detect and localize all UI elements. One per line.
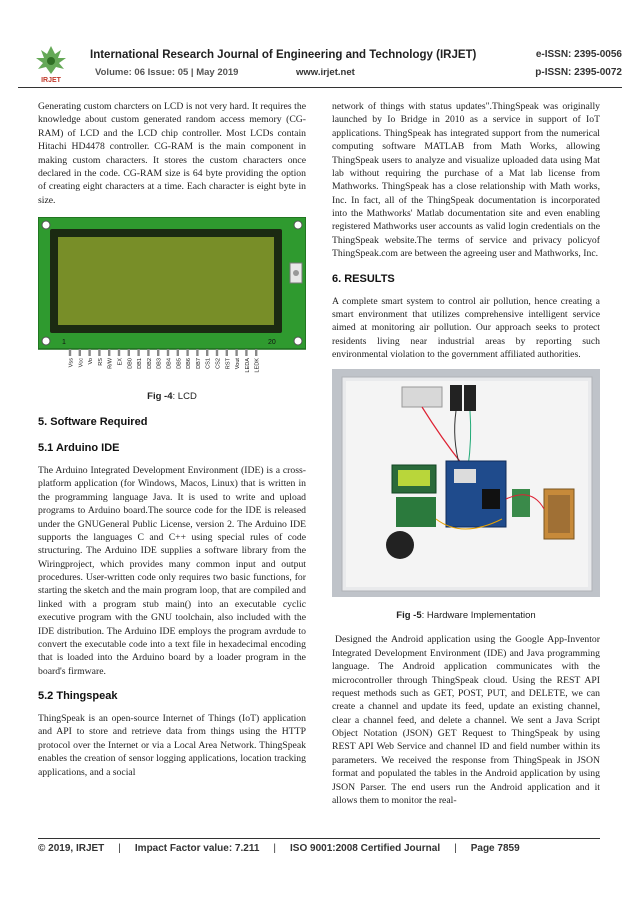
fig4-text: : LCD (172, 391, 197, 402)
eissn: e-ISSN: 2395-0056 (535, 49, 622, 60)
lcd-pin-label: DB3 (156, 358, 163, 369)
lcd-pin (206, 349, 208, 356)
lcd-pin-first-label: 1 (62, 339, 66, 346)
fig4-caption (38, 391, 306, 402)
lcd-module-illustration (38, 217, 306, 387)
lcd-pin-last-label: 20 (268, 339, 276, 346)
fig5-caption (332, 610, 600, 621)
lcd-pin (147, 349, 149, 356)
lcd-pin-label: LEDK (254, 358, 261, 373)
lcd-pin (226, 349, 228, 356)
lcd-pin-label: DB2 (146, 358, 153, 369)
logo-text: IRJET (41, 77, 61, 84)
hardware-implementation-photo (332, 369, 600, 597)
lcd-pin-label: EX (117, 358, 124, 366)
lcd-pin-label: DB6 (186, 358, 193, 369)
fig5-label: Fig -5 (396, 610, 422, 622)
lcd-pin-label: CS1 (205, 358, 212, 369)
left-column (38, 100, 306, 779)
fig4-label: Fig -4 (147, 391, 173, 402)
footer-page-number: Page 7859 (470, 843, 520, 854)
lcd-figure (38, 217, 306, 387)
lcd-pin-label: CS2 (215, 358, 222, 369)
journal-title: International Research Journal of Engineering and Technology (IRJET) (90, 49, 477, 61)
lcd-pin (79, 349, 81, 356)
lcd-intro-paragraph: Generating custom charcters on LCD is not very hard. It requires the knowledge about custom generated random access memory (CG-RAM) of LCD and the LCD chip controller. Most LCDs contain Hitachi HD4478 controller. CG-RAM is the main component in making custom characters. It stores the custom characters once declared in the code. CG-RAM size is 64 byte providing the option of creating eight characters at a time. Each character is eight byte in size. (38, 101, 306, 206)
lcd-pin (98, 349, 100, 356)
lcd-pin-row (69, 349, 261, 373)
section-52-heading: 5.2 Thingspeak (38, 690, 118, 702)
lcd-pin (235, 349, 237, 356)
lcd-pin (69, 349, 71, 356)
pissn: p-ISSN: 2395-0072 (535, 67, 622, 78)
lcd-pin-label: Vss (68, 358, 75, 368)
lcd-pin (245, 349, 247, 356)
footer-impact-factor: Impact Factor value: 7.211 (134, 843, 260, 854)
lcd-pin (108, 349, 110, 356)
footer-copyright: © 2019, IRJET (38, 843, 105, 854)
section-5-heading: 5. Software Required (38, 416, 148, 428)
lcd-pin-label: Vout (235, 358, 242, 370)
lcd-pin (167, 349, 169, 356)
lcd-pin (137, 349, 139, 356)
volume-issue: Volume: 06 Issue: 05 | May 2019 (95, 67, 239, 78)
android-paragraph: Designed the Android application using the Google App-Inventor Integrated Development Environment (IDE) and Java programming language. The Android application communicates with the microcontroller through ThingSpeak cloud. Using the REST API request methods such as GET, POST, PUT, and DELETE, we can create a channel and update its feed, update an existing channel, clear a channel feed, and delete a channel. We sent a Java Script Object Notation (JSON) GET Request to ThingSpeak by using REST API Web Service and channel ID and field number within its parameters. We received the response from ThingSpeak in JSON format and populated the tables in the Android application by using JSON Parser. The end users run the Android application and it allows them to monitor the real- (332, 634, 600, 806)
lcd-pin (196, 349, 198, 356)
lcd-pin-label: RS (97, 358, 104, 366)
lcd-pin (118, 349, 120, 356)
lcd-pin-label: DB5 (176, 358, 183, 369)
lcd-pin-label: DB7 (195, 358, 202, 369)
lcd-pin-label: RST (225, 358, 232, 370)
lcd-pin-label: DB0 (127, 358, 134, 369)
section-6-heading: 6. RESULTS (332, 272, 395, 285)
fig5-text: : Hardware Implementation (421, 610, 536, 622)
section-51-heading: 5.1 Arduino IDE (38, 442, 120, 454)
lcd-pin (88, 349, 90, 356)
right-column (332, 100, 600, 807)
journal-website-link[interactable]: www.irjet.net (296, 67, 355, 78)
lcd-pin (255, 349, 257, 356)
lcd-pin (177, 349, 179, 356)
footer-iso: ISO 9001:2008 Certified Journal (290, 843, 441, 854)
lcd-pin (216, 349, 218, 356)
lcd-pin (186, 349, 188, 356)
irjet-logo-icon (34, 44, 68, 84)
lcd-pin (157, 349, 159, 356)
lcd-pin-label: DB4 (166, 358, 173, 369)
lcd-pin-label: Vo (88, 358, 95, 365)
lcd-pin (128, 349, 130, 356)
lcd-pin-label: LEDA (244, 358, 251, 373)
results-paragraph: A complete smart system to control air pollution, hence creating a smart environment that utilizes comprehensive intelligent service aimed at monitoring air pollution. Our approach seeks to protect residents living near industrial areas by reporting such environmental violation to the government affiliated authorities. (332, 295, 600, 360)
lcd-pin-label: R/W (107, 358, 114, 369)
arduino-paragraph: The Arduino Integrated Development Environment (IDE) is a cross-platform application (for Windows, Macos, Linux) that is written in the programming language Java. It is used to write and upload programs to Arduino board.The source code for the IDE is released under the GNUGeneral Public License, version 2. The Arduino IDE supports the languages C and C++ using special rules of code structuring. The Arduino IDE supplies a software library from the Wiringproject, which provides many common input and output procedures. User-written code only requires two basic functions, for starting the sketch and the main program loop, that are compiled and linked with a program stub main() into an executable cyclic executive program with the GNU toolchain, also included with the IDE distribution. The Arduino IDE employs the program avrdude to convert the executable code into a text file in hexadecimal encoding that is loaded into the Arduino board by a loader program in the board's firmware. (38, 465, 306, 677)
lcd-pin-label: DB1 (137, 358, 144, 369)
page-footer: © 2019, IRJET | Impact Factor value: 7.211 | ISO 9001:2008 Certified Journal | Page 7859 (38, 838, 600, 854)
thingspeak-continued-paragraph: network of things with status updates".ThingSpeak was originally launched by Io Bridge in 2010 as a service in support of IoT applications. ThingSpeak has integrated support from the numerical computing software MATLAB from Math Works, allowing ThingSpeak users to analyze and visualize uploaded data using Mat lab without requiring the purchase of a Mat lab license from Mathworks. ThingSpeak has a close relationship with Math works, Inc. In fact, all of the ThingSpeak documentation is incorporated into the Mathworks' Matlab documentation site and even enabling registered Mathworks user accounts as valid login credentials on the ThingSpeak website.The terms of service and privacy policyof ThingSpeak.com are between the agreeing user and Mathworks, Inc. (332, 101, 600, 260)
thingspeak-paragraph: ThingSpeak is an open-source Internet of Things (IoT) application and API to store and retrieve data from things using the HTTP protocol over the Internet or via a Local Area Network. ThingSpeak enables the creation of sensor logging applications, location tracking applications, and a social (38, 713, 306, 778)
lcd-pin-label: Vcc (78, 358, 85, 368)
journal-header (18, 40, 622, 88)
